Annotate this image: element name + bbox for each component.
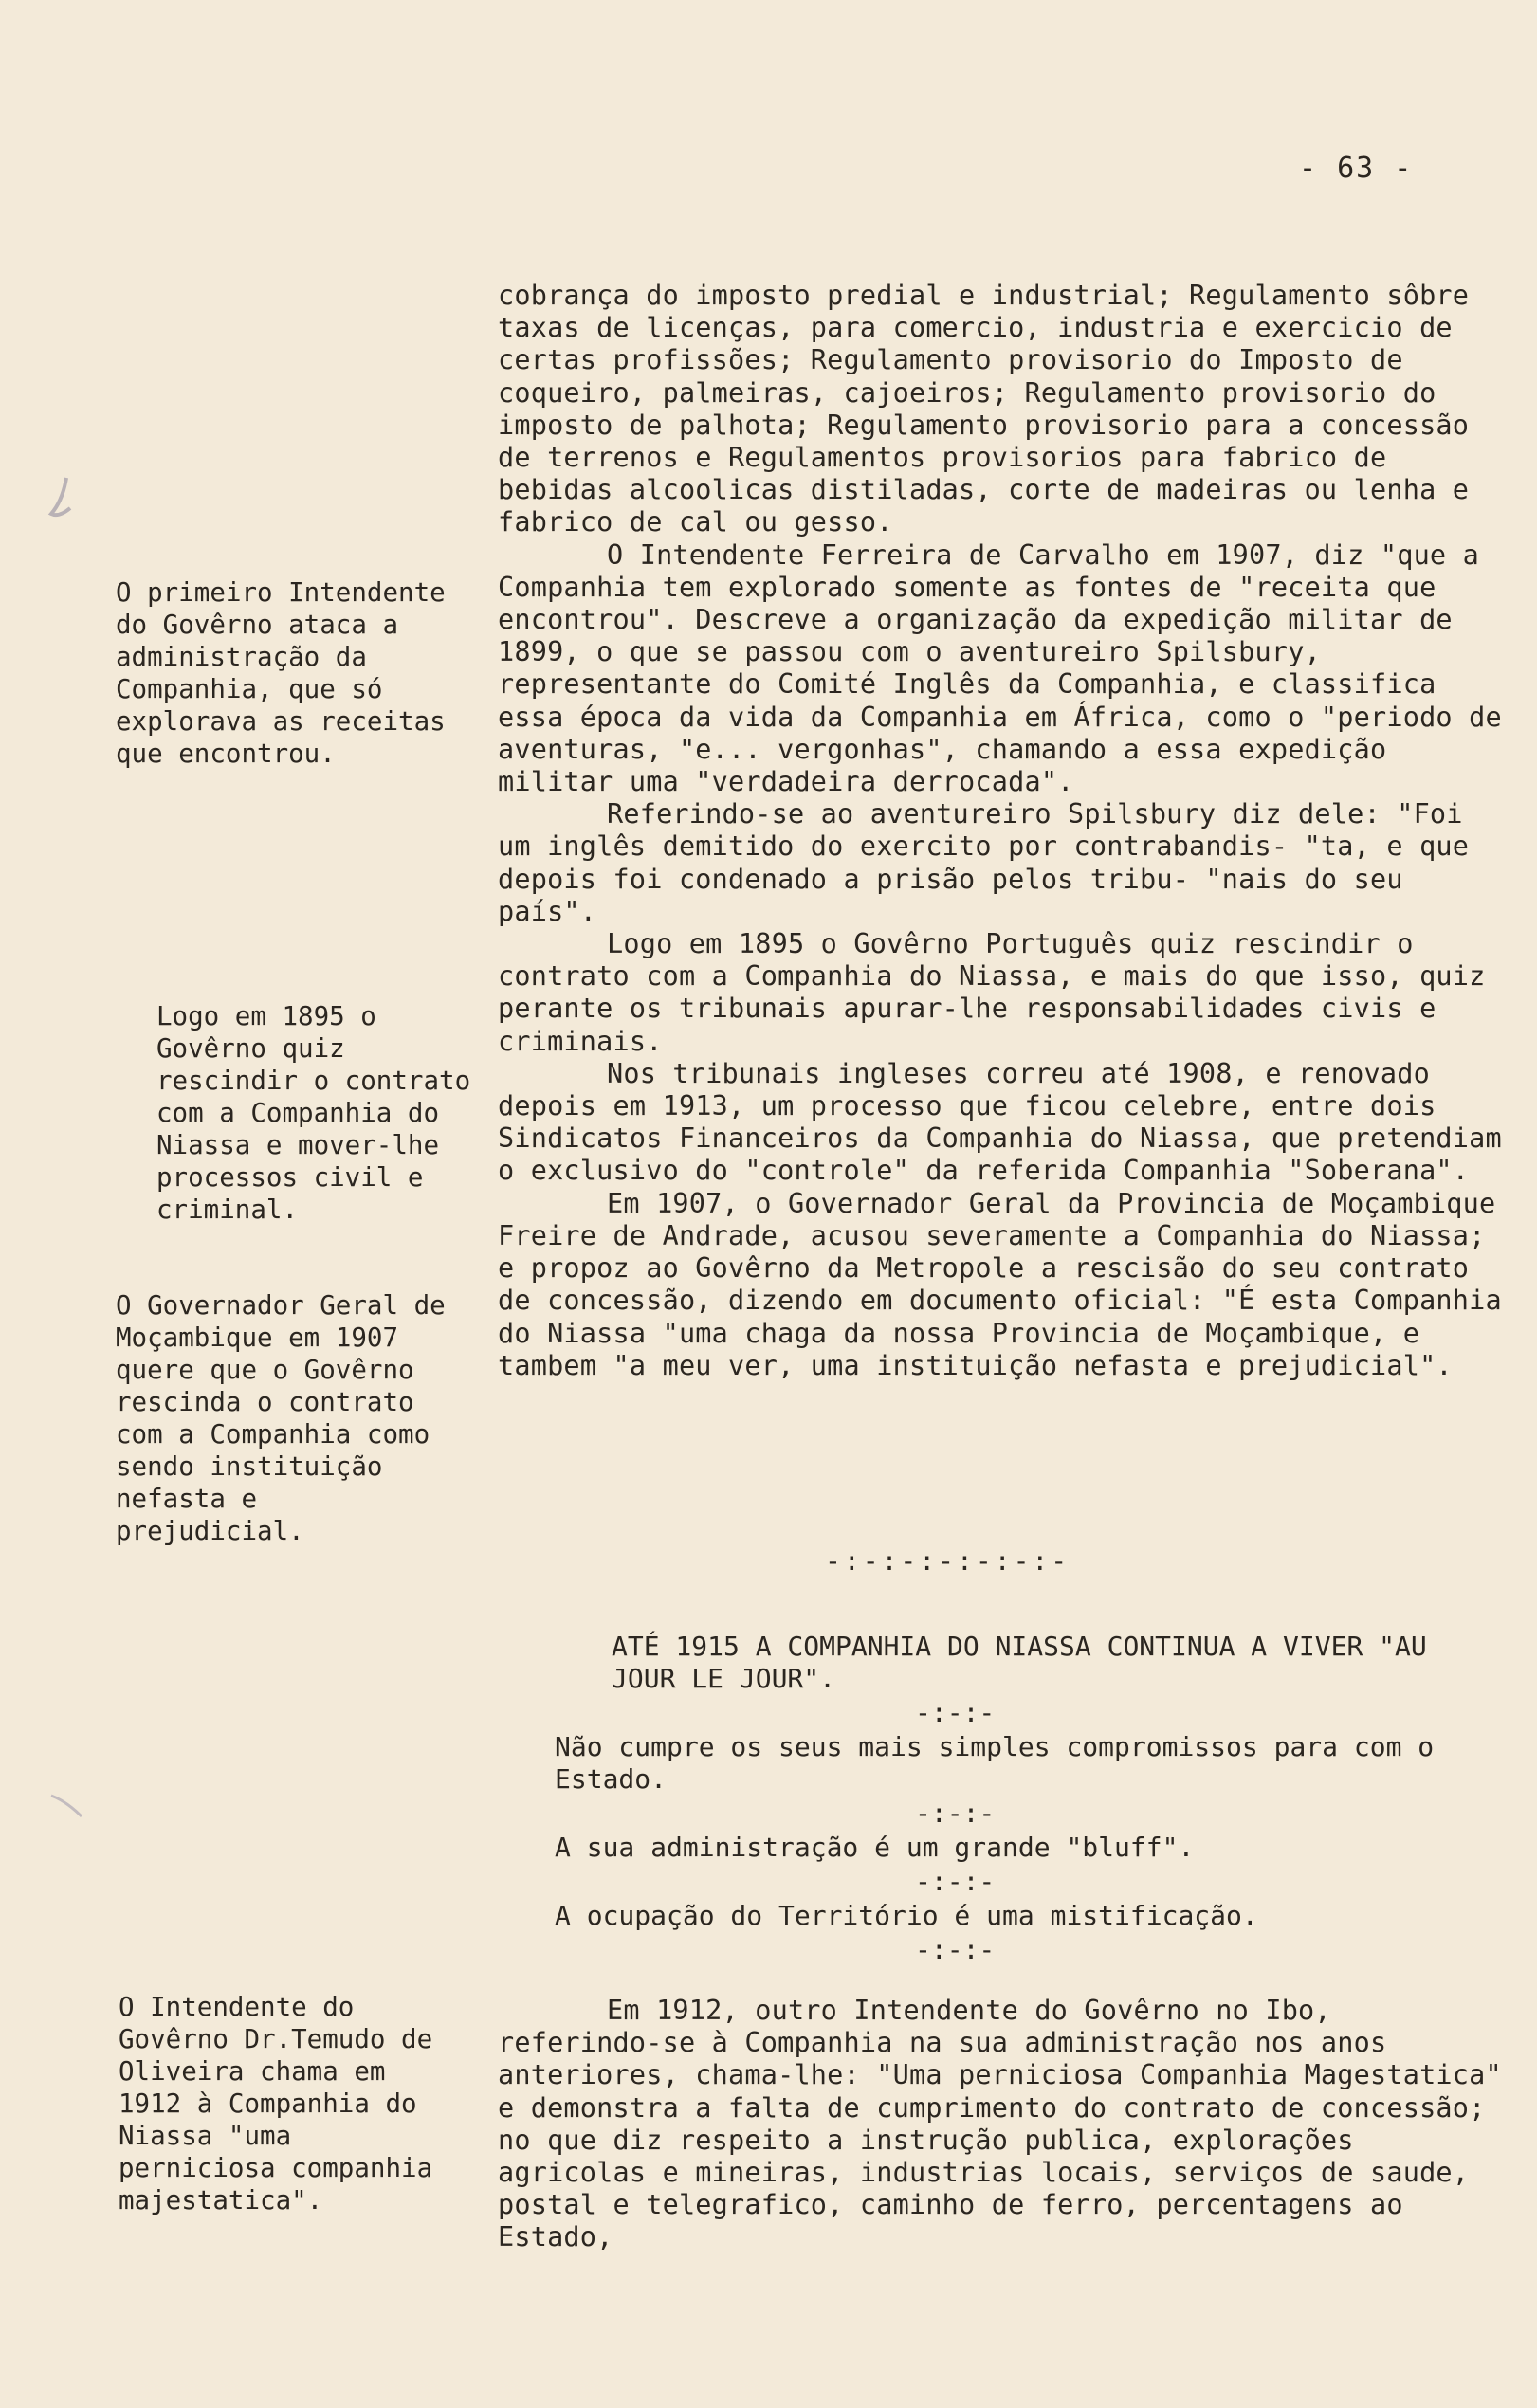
margin-note-1912: O Intendente do Govêrno Dr.Temudo de Oliveira chama em 1912 à Companhia do Niassa "uma perniciosa companhia majestatica". <box>119 1992 433 2216</box>
margin-note-1895: Logo em 1895 o Govêrno quiz rescindir o contrato com a Companhia do Niassa e mover-lhe processos civil e criminal. <box>156 1001 471 1225</box>
summary-item: Não cumpre os seus mais simples compromissos para com o Estado. <box>555 1731 1435 1795</box>
section-separator: -:-:-:-:-:-:- <box>825 1545 1070 1577</box>
paragraph-intendente-1907: O Intendente Ferreira de Carvalho em 1907, diz "que a Companhia tem explorado somente as fontes de "receita que encontrou". Descreve a organização da expedição militar de 1899, o que se passou com o aventureiro Spilsbury, representante do Comité Inglês da Companhia, e classifica essa época da vida da Companhia em África, como o "periodo de aventuras, "e... vergonhas", chamando a essa expedição militar uma "verdadeira derrocada". <box>498 538 1502 798</box>
paragraph-1912: Em 1912, outro Intendente do Govêrno no Ibo, referindo-se à Companhia na sua administração nos anos anteriores, chama-lhe: "Uma perniciosa Companhia Magestatica" e demonstra a falta de cumprimento do contrato de concessão; no que diz respeito a instrução publica, explorações agricolas e mineiras, industrias locais, serviços de saude, postal e telegrafico, caminho de ferro, percentagens ao Estado, <box>498 1995 1502 2253</box>
paragraph-tribunais: Nos tribunais ingleses correu até 1908, e renovado depois em 1913, um processo que ficou celebre, entre dois Sindicatos Financeiros da Companhia do Niassa, que pretendiam o exclusivo do "controle" da referida Companhia "Soberana". <box>498 1057 1502 1187</box>
summary-block <box>498 1631 1502 2254</box>
page-number: - 63 - <box>1299 152 1414 185</box>
paragraph-1895: Logo em 1895 o Govêrno Português quiz rescindir o contrato com a Companhia do Niassa, e mais do que isso, quiz perante os tribunais apurar-lhe responsabilidades civis e criminais. <box>498 928 1486 1057</box>
paragraph-regulamentos: cobrança do imposto predial e industrial; Regulamento sôbre taxas de licenças, para comercio, industria e exercicio de certas profissões; Regulamento provisorio do Imposto de coqueiro, palmeiras, cajoeiros; Regulamento provisorio do imposto de palhota; Regulamento provisorio para a concessão de terrenos e Regulamentos provisorios para fabrico de bebidas alcoolicas distiladas, corte de madeiras ou lenha e fabrico de cal ou gesso. <box>498 280 1470 538</box>
margin-note-intendente: O primeiro Intendente do Govêrno ataca a administração da Companhia, que só explorava as receitas que encontrou. <box>116 577 446 769</box>
paragraph-governador-1907: Em 1907, o Governador Geral da Provincia de Moçambique Freire de Andrade, acusou severamente a Companhia do Niassa; e propoz ao Govêrno da Metropole a rescisão do seu contrato de concessão, dizendo em documento oficial: "É esta Companhia do Niassa "uma chaga da nossa Provincia de Moçambique, e tambem "a meu ver, uma instituição nefasta e prejudicial". <box>498 1187 1502 1381</box>
summary-item: A sua administração é um grande "bluff". <box>555 1832 1195 1863</box>
paragraph-spilsbury: Referindo-se ao aventureiro Spilsbury diz dele: "Foi um inglês demitido do exercito por contrabandis- "ta, e que depois foi condenado a prisão pelos tribu- "nais do seu país". <box>498 798 1470 927</box>
summary-item: A ocupação do Território é uma mistificação. <box>555 1900 1258 1931</box>
small-separator: -:-:- <box>915 1697 996 1728</box>
small-separator: -:-:- <box>915 1797 996 1829</box>
summary-title: ATÉ 1915 A COMPANHIA DO NIASSA CONTINUA A VIVER "AU JOUR LE JOUR". <box>612 1631 1427 1694</box>
small-separator: -:-:- <box>915 1934 996 1965</box>
margin-note-governador: O Governador Geral de Moçambique em 1907 quere que o Govêrno rescinda o contrato com a Companhia como sendo instituição nefasta e prejudicial. <box>116 1290 446 1546</box>
pencil-mark-2 <box>49 1792 87 1820</box>
pencil-mark <box>46 474 78 523</box>
small-separator: -:-:- <box>915 1866 996 1897</box>
main-text <box>498 280 1508 1382</box>
